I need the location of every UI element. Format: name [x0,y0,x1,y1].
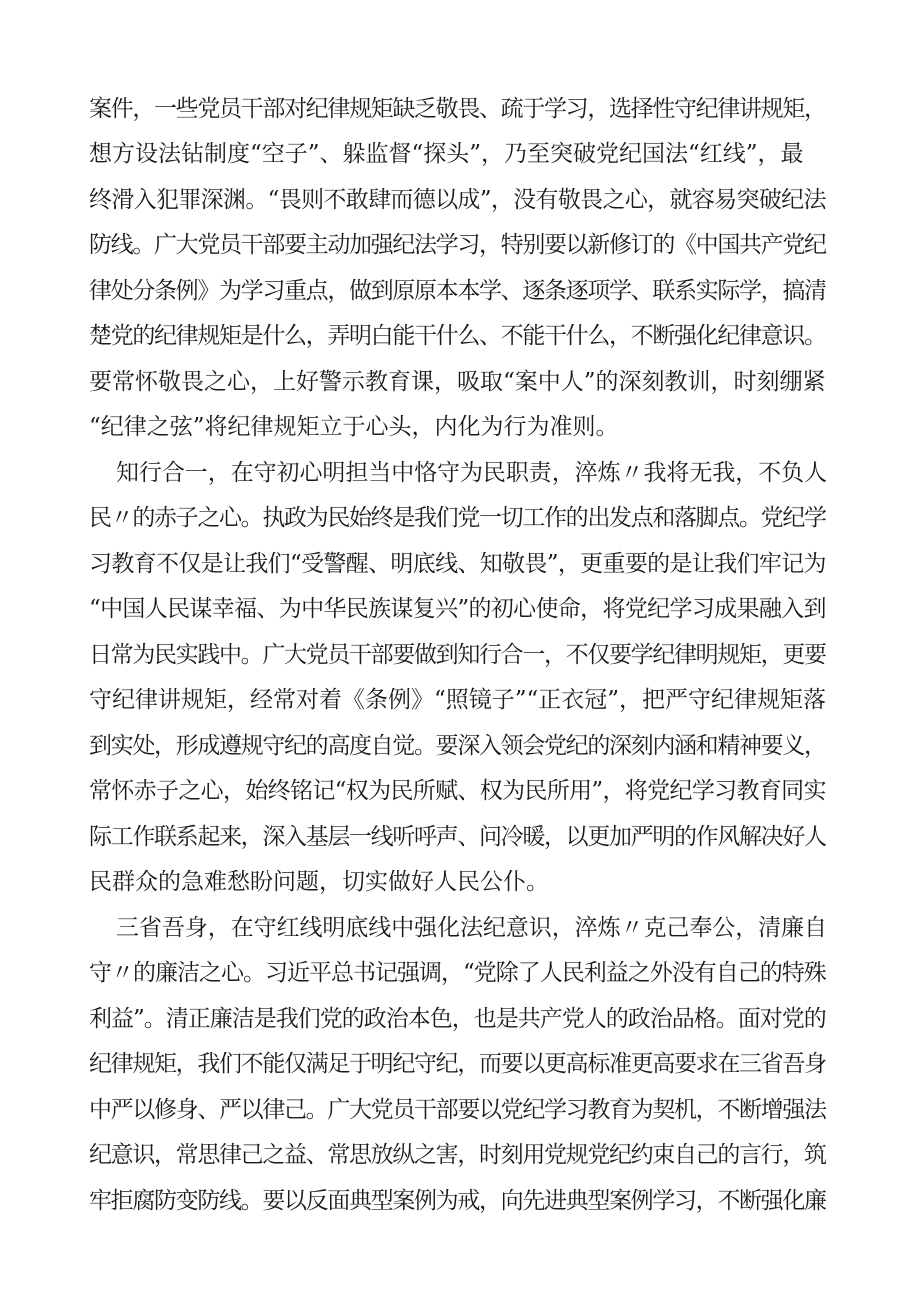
text-line: 要常怀敬畏之心，上好警示教育课，吸取“案中人”的深刻教训，时刻绷紧 [89,369,826,395]
text-line: 利益”。清正廉洁是我们党的政治本色，也是共产党人的政治品格。面对党的 [89,1006,826,1032]
text-line: 律处分条例》为学习重点，做到原原本本学、逐条逐项学、联系实际学，搞清 [89,278,826,304]
text-line: 牢拒腐防变防线。要以反面典型案例为戒，向先进典型案例学习，不断强化廉 [89,1188,826,1214]
text-line: 终滑入犯罪深渊。“畏则不敢肆而德以成”，没有敬畏之心，就容易突破纪法 [89,187,826,213]
text-line: 守〃的廉洁之心。习近平总书记强调，“党除了人民利益之外没有自己的特殊 [89,960,826,986]
text-line: 楚党的纪律规矩是什么，弄明白能干什么、不能干什么，不断强化纪律意识。 [89,323,826,349]
text-line: 日常为民实践中。广大党员干部要做到知行合一，不仅要学纪律明规矩，更要 [89,642,826,668]
text-line: 守纪律讲规矩，经常对着《条例》“照镜子”“正衣冠”，把严守纪律规矩落 [89,687,827,713]
text-line: “纪律之弦”将纪律规矩立于心头，内化为行为准则。 [89,414,619,440]
text-line: 到实处，形成遵规守纪的高度自觉。要深入领会党纪的深刻内涵和精神要义， [89,733,826,759]
text-line: 纪律规矩，我们不能仅满足于明纪守纪，而要以更高标准更高要求在三省吾身 [89,1051,826,1077]
text-line: 际工作联系起来，深入基层一线听呼声、问冷暖，以更加严明的作风解决好人 [89,824,826,850]
text-line: 常怀赤子之心，始终铭记“权为民所赋、权为民所用”，将党纪学习教育同实 [89,778,826,804]
text-line: 防线。广大党员干部要主动加强纪法学习，特别要以新修订的《中国共产党纪 [89,232,826,258]
text-line: 习教育不仅是让我们“受警醒、明底线、知敬畏”，更重要的是让我们牢记为 [89,551,826,577]
text-line: “中国人民谋幸福、为中华民族谋复兴”的初心使命，将党纪学习成果融入到 [89,596,826,622]
text-line: 民〃的赤子之心。执政为民始终是我们党一切工作的出发点和落脚点。党纪学 [89,505,826,531]
text-line: 纪意识，常思律己之益、常思放纵之害，时刻用党规党纪约束自己的言行，筑 [89,1142,826,1168]
text-line: 知行合一，在守初心明担当中恪守为民职责，淬炼〃我将无我，不负人 [116,460,827,486]
text-line: 想方设法钻制度“空子”、躲监督“探头”，乃至突破党纪国法“红线”，最 [89,141,804,167]
text-line: 案件，一些党员干部对纪律规矩缺乏敬畏、疏于学习，选择性守纪律讲规矩， [89,96,826,122]
text-line: 中严以修身、严以律己。广大党员干部要以党纪学习教育为契机，不断增强法 [89,1097,826,1123]
text-line: 民群众的急难愁盼问题，切实做好人民公仆。 [89,869,549,895]
text-line: 三省吾身，在守红线明底线中强化法纪意识，淬炼〃克己奉公，清廉自 [116,915,827,941]
